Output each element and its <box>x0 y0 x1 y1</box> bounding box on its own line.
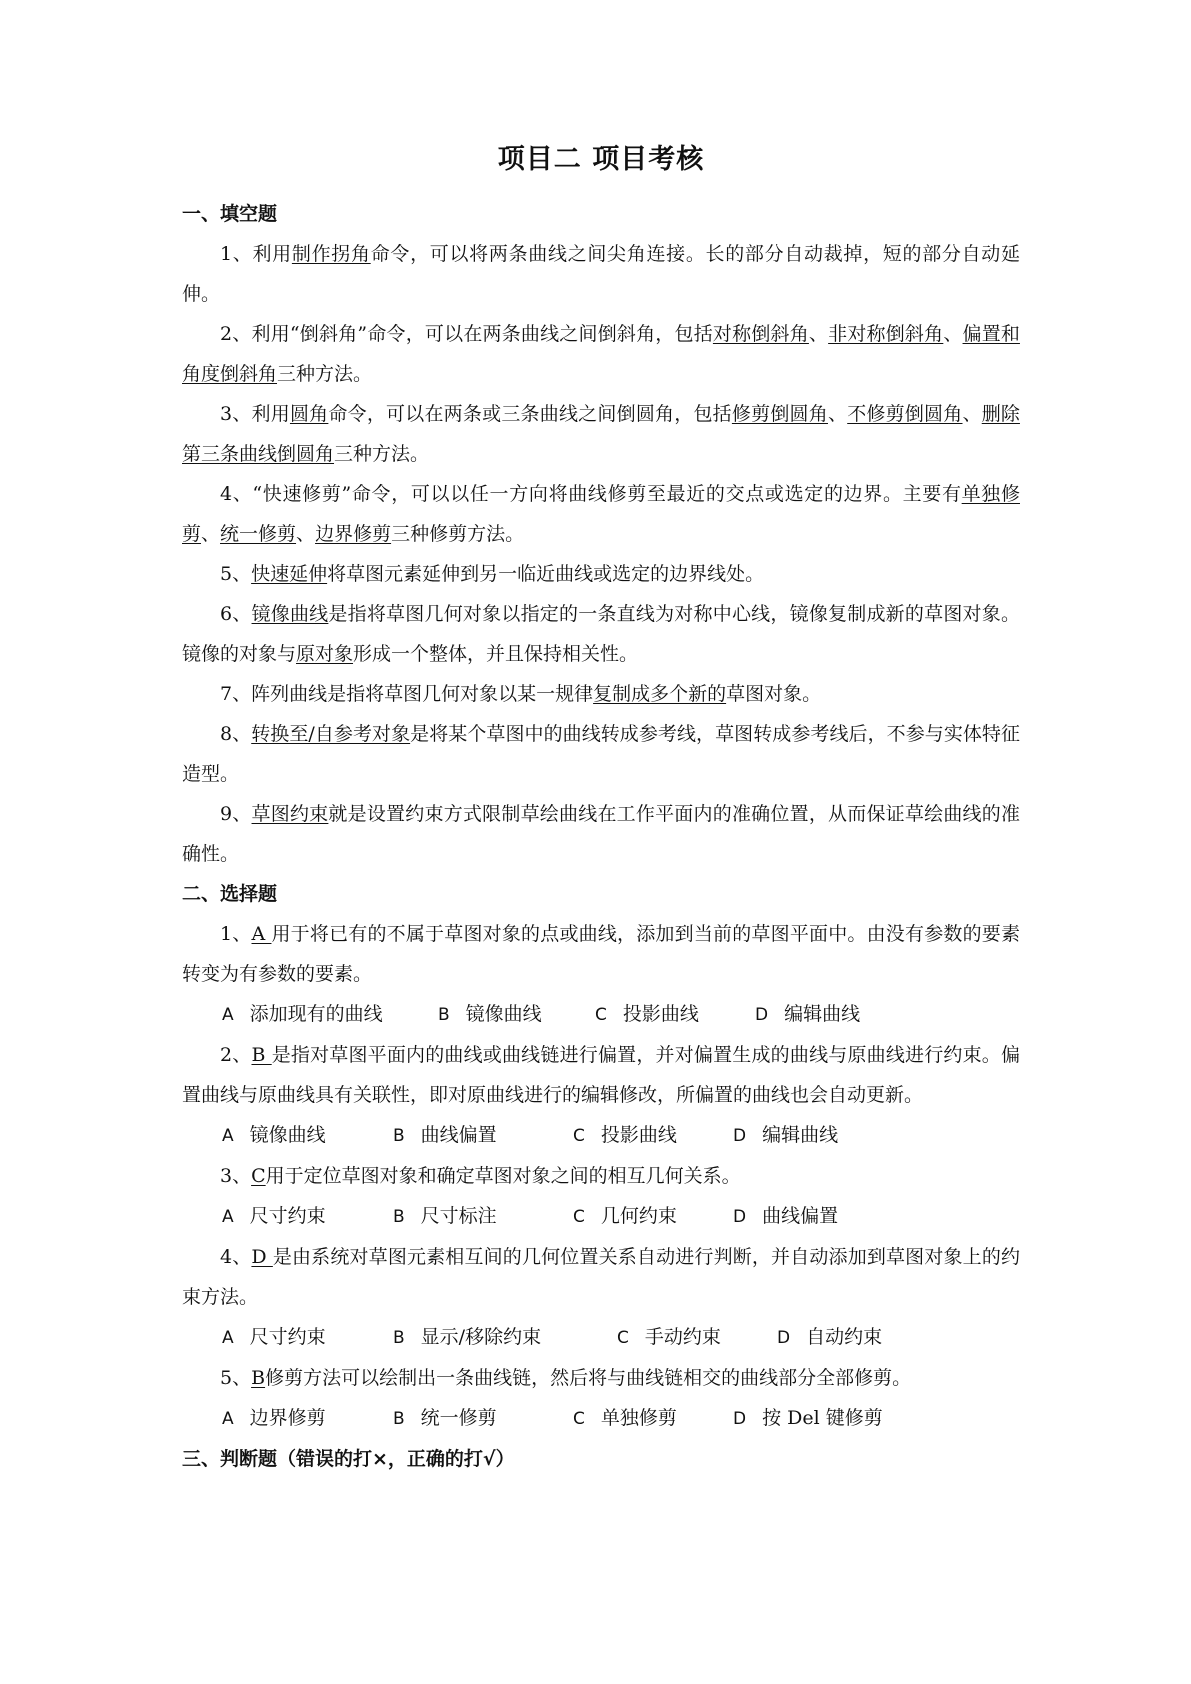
option: A 边界修剪 <box>222 1407 326 1429</box>
option: A 尺寸约束 <box>222 1205 326 1227</box>
option: B 尺寸标注 <box>393 1205 497 1227</box>
fill-question-6: 6、镜像曲线是指将草图几何对象以指定的一条直线为对称中心线，镜像复制成新的草图对象。镜像的对象与原对象形成一个整体，并且保持相关性。 <box>182 603 1020 665</box>
answer-blank: 删除第三条曲线倒圆角 <box>182 403 1020 465</box>
choice-question-5: 5、B修剪方法可以绘制出一条曲线链，然后将与曲线链相交的曲线部分全部修剪。 <box>220 1367 912 1389</box>
option: D 曲线偏置 <box>733 1205 839 1227</box>
fill-question-1: 1、利用制作拐角命令，可以将两条曲线之间尖角连接。长的部分自动裁掉，短的部分自动延伸。 <box>182 243 1020 305</box>
option: C 几何约束 <box>573 1205 677 1227</box>
answer-blank: 统一修剪 <box>220 523 297 545</box>
option: C 投影曲线 <box>595 1003 699 1025</box>
section-true-false-heading: 三、判断题（错误的打×，正确的打√） <box>182 1448 515 1470</box>
answer-blank: 单独修剪 <box>182 483 1020 545</box>
option: D 自动约束 <box>777 1326 883 1348</box>
answer-blank: D <box>251 1246 273 1268</box>
document-page <box>182 140 1020 1479</box>
option: B 显示/移除约束 <box>393 1326 542 1348</box>
fill-question-5: 5、快速延伸将草图元素延伸到另一临近曲线或选定的边界线处。 <box>220 563 765 585</box>
fill-question-3: 3、利用圆角命令，可以在两条或三条曲线之间倒圆角，包括修剪倒圆角、不修剪倒圆角、删除第三条曲线倒圆角三种方法。 <box>182 403 1020 465</box>
answer-blank: 快速延伸 <box>251 563 328 585</box>
choice-options-1 <box>182 994 1020 1035</box>
answer-blank: 非对称倒斜角 <box>828 323 944 345</box>
answer-blank: 原对象 <box>296 643 354 665</box>
section-fill-in-blank-heading: 一、填空题 <box>182 203 278 225</box>
answer-blank: C <box>251 1165 266 1187</box>
choice-options-5 <box>182 1398 1020 1439</box>
choice-question-4: 4、D 是由系统对草图元素相互间的几何位置关系自动进行判断，并自动添加到草图对象上的约束方法。 <box>182 1246 1020 1308</box>
section-multiple-choice-heading: 二、选择题 <box>182 883 278 905</box>
choice-options-4 <box>182 1317 1020 1358</box>
answer-blank: A <box>251 923 272 945</box>
answer-blank: 复制成多个新的 <box>593 683 727 705</box>
fill-question-7: 7、阵列曲线是指将草图几何对象以某一规律复制成多个新的草图对象。 <box>220 683 822 705</box>
option: A 镜像曲线 <box>222 1124 326 1146</box>
answer-blank: 修剪倒圆角 <box>731 403 828 425</box>
fill-question-8: 8、转换至/自参考对象是将某个草图中的曲线转成参考线，草图转成参考线后，不参与实体特征造型。 <box>182 723 1020 785</box>
answer-blank: 镜像曲线 <box>251 603 329 625</box>
answer-blank: B <box>251 1044 272 1066</box>
answer-blank: 对称倒斜角 <box>712 323 809 345</box>
option: B 镜像曲线 <box>438 1003 542 1025</box>
fill-question-9: 9、草图约束就是设置约束方式限制草绘曲线在工作平面内的准确位置，从而保证草绘曲线的准确性。 <box>182 803 1020 865</box>
choice-question-3: 3、C用于定位草图对象和确定草图对象之间的相互几何关系。 <box>220 1165 741 1187</box>
choice-options-2 <box>182 1115 1020 1156</box>
option: C 投影曲线 <box>573 1124 677 1146</box>
answer-blank: 转换至/自参考对象 <box>251 723 411 745</box>
answer-blank: 不修剪倒圆角 <box>847 403 963 425</box>
option: C 单独修剪 <box>573 1407 677 1429</box>
option: B 曲线偏置 <box>393 1124 497 1146</box>
option: D 编辑曲线 <box>733 1124 839 1146</box>
fill-question-4: 4、“快速修剪”命令，可以以任一方向将曲线修剪至最近的交点或选定的边界。主要有单独修剪、统一修剪、边界修剪三种修剪方法。 <box>182 483 1020 545</box>
option: D 按 Del 键修剪 <box>733 1407 883 1429</box>
answer-blank: B <box>251 1367 266 1389</box>
choice-options-3 <box>182 1196 1020 1237</box>
answer-blank: 制作拐角 <box>291 243 371 265</box>
choice-question-2: 2、B 是指对草图平面内的曲线或曲线链进行偏置，并对偏置生成的曲线与原曲线进行约束。偏置曲线与原曲线具有关联性，即对原曲线进行的编辑修改，所偏置的曲线也会自动更新。 <box>182 1044 1020 1106</box>
fill-question-2: 2、利用“倒斜角”命令，可以在两条曲线之间倒斜角，包括对称倒斜角、非对称倒斜角、偏置和角度倒斜角三种方法。 <box>182 323 1020 385</box>
option: B 统一修剪 <box>393 1407 497 1429</box>
answer-blank: 草图约束 <box>251 803 329 825</box>
document-title: 项目二 项目考核 <box>497 144 705 175</box>
option: A 添加现有的曲线 <box>222 1003 383 1025</box>
option: A 尺寸约束 <box>222 1326 326 1348</box>
answer-blank: 偏置和角度倒斜角 <box>182 323 1020 385</box>
answer-blank: 圆角 <box>289 403 329 425</box>
choice-question-1: 1、A 用于将已有的不属于草图对象的点或曲线，添加到当前的草图平面中。由没有参数的要素转变为有参数的要素。 <box>182 923 1021 985</box>
option: D 编辑曲线 <box>755 1003 861 1025</box>
option: C 手动约束 <box>617 1326 721 1348</box>
answer-blank: 边界修剪 <box>315 523 392 545</box>
